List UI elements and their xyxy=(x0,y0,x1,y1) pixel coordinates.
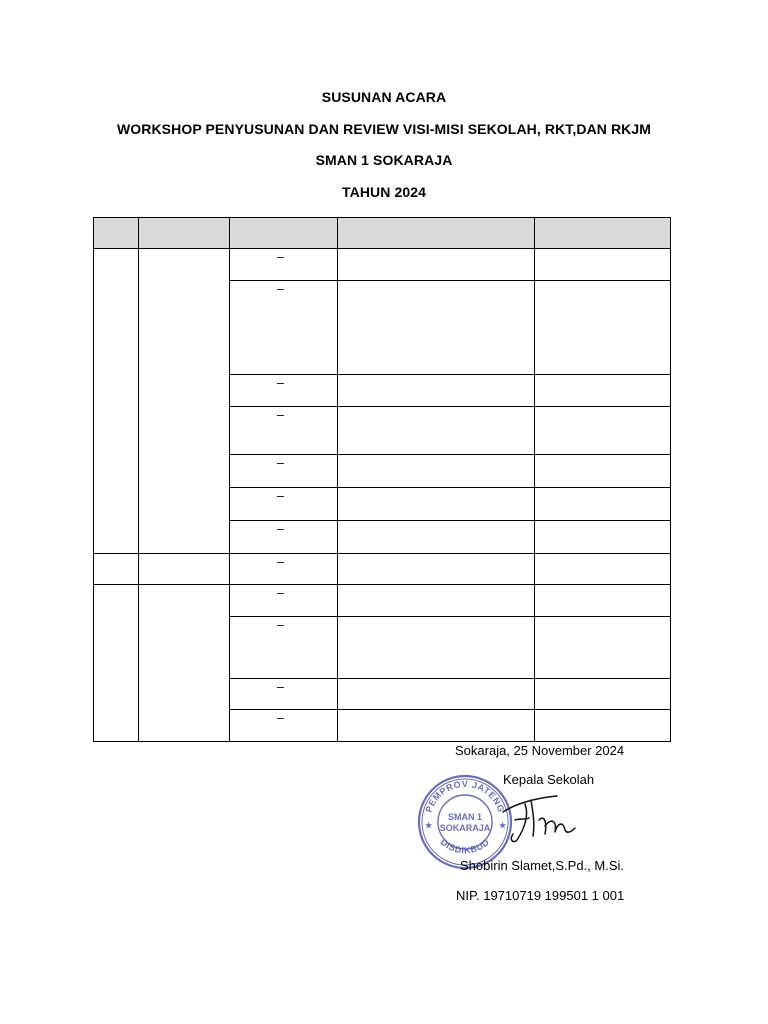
time-cell xyxy=(230,679,338,710)
header-cell xyxy=(139,218,230,249)
pic-cell xyxy=(535,585,671,617)
time-separator: – xyxy=(276,375,285,390)
activity-cell xyxy=(338,375,535,407)
pic-cell xyxy=(535,554,671,585)
stamp-star-icon: ★ xyxy=(425,821,433,830)
no-cell xyxy=(94,554,139,585)
table-row xyxy=(94,249,671,281)
signature-role: Kepala Sekolah xyxy=(503,772,595,787)
time-separator: – xyxy=(276,617,285,632)
pic-cell xyxy=(535,617,671,679)
activity-cell xyxy=(338,710,535,742)
stamp-top-text: PEMPROV JATENG xyxy=(423,778,507,814)
signature-place-date: Sokaraja, 25 November 2024 xyxy=(455,743,625,758)
stamp-bottom-text: DISDIKBUD xyxy=(438,836,492,856)
document-title: SUSUNAN ACARA xyxy=(321,89,447,105)
school-name: SMAN 1 SOKARAJA xyxy=(315,152,453,168)
time-cell xyxy=(230,554,338,585)
pic-cell xyxy=(535,281,671,375)
time-cell xyxy=(230,407,338,455)
time-cell xyxy=(230,617,338,679)
pic-cell xyxy=(535,249,671,281)
time-separator: – xyxy=(276,281,285,296)
pic-cell xyxy=(535,407,671,455)
pic-cell xyxy=(535,375,671,407)
pic-cell xyxy=(535,521,671,554)
pic-cell xyxy=(535,455,671,488)
time-separator: – xyxy=(276,407,285,422)
day-cell xyxy=(139,249,230,554)
no-cell xyxy=(94,585,139,742)
day-cell xyxy=(139,554,230,585)
activity-cell xyxy=(338,521,535,554)
header-cell xyxy=(338,218,535,249)
stamp-star-icon: ★ xyxy=(499,821,507,830)
activity-cell xyxy=(338,617,535,679)
header-cell xyxy=(94,218,139,249)
time-separator: – xyxy=(276,585,285,600)
activity-cell xyxy=(338,455,535,488)
time-cell xyxy=(230,455,338,488)
time-separator: – xyxy=(276,455,285,470)
pic-cell xyxy=(535,679,671,710)
stamp-center-line1: SMAN 1 xyxy=(447,812,483,822)
header-cell xyxy=(535,218,671,249)
time-separator: – xyxy=(276,249,285,264)
time-cell xyxy=(230,710,338,742)
table-row xyxy=(94,554,671,585)
no-cell xyxy=(94,249,139,554)
activity-cell xyxy=(338,554,535,585)
signatory-nip: NIP. 19710719 199501 1 001 xyxy=(456,888,625,903)
agenda-table xyxy=(93,217,671,742)
day-cell xyxy=(139,585,230,742)
handwritten-signature xyxy=(495,790,585,850)
time-cell xyxy=(230,375,338,407)
activity-cell xyxy=(338,679,535,710)
activity-cell xyxy=(338,585,535,617)
time-separator: – xyxy=(276,521,285,536)
signatory-name: Shobirin Slamet,S.Pd., M.Si. xyxy=(460,858,625,873)
table-row xyxy=(94,585,671,617)
pic-cell xyxy=(535,710,671,742)
time-separator: – xyxy=(276,679,285,694)
event-title: WORKSHOP PENYUSUNAN DAN REVIEW VISI-MISI SEKOLAH, RKT,DAN RKJM xyxy=(116,121,652,137)
activity-cell xyxy=(338,249,535,281)
time-cell xyxy=(230,488,338,521)
activity-cell xyxy=(338,488,535,521)
time-cell xyxy=(230,281,338,375)
header-cell xyxy=(230,218,338,249)
time-separator: – xyxy=(276,710,285,725)
event-year: TAHUN 2024 xyxy=(342,184,426,200)
stamp-center-line2: SOKARAJA xyxy=(439,823,491,833)
time-cell xyxy=(230,521,338,554)
pic-cell xyxy=(535,488,671,521)
table-header-row xyxy=(94,218,671,249)
time-separator: – xyxy=(276,488,285,503)
activity-cell xyxy=(338,281,535,375)
time-separator: – xyxy=(276,554,285,569)
activity-cell xyxy=(338,407,535,455)
time-cell xyxy=(230,585,338,617)
time-cell xyxy=(230,249,338,281)
